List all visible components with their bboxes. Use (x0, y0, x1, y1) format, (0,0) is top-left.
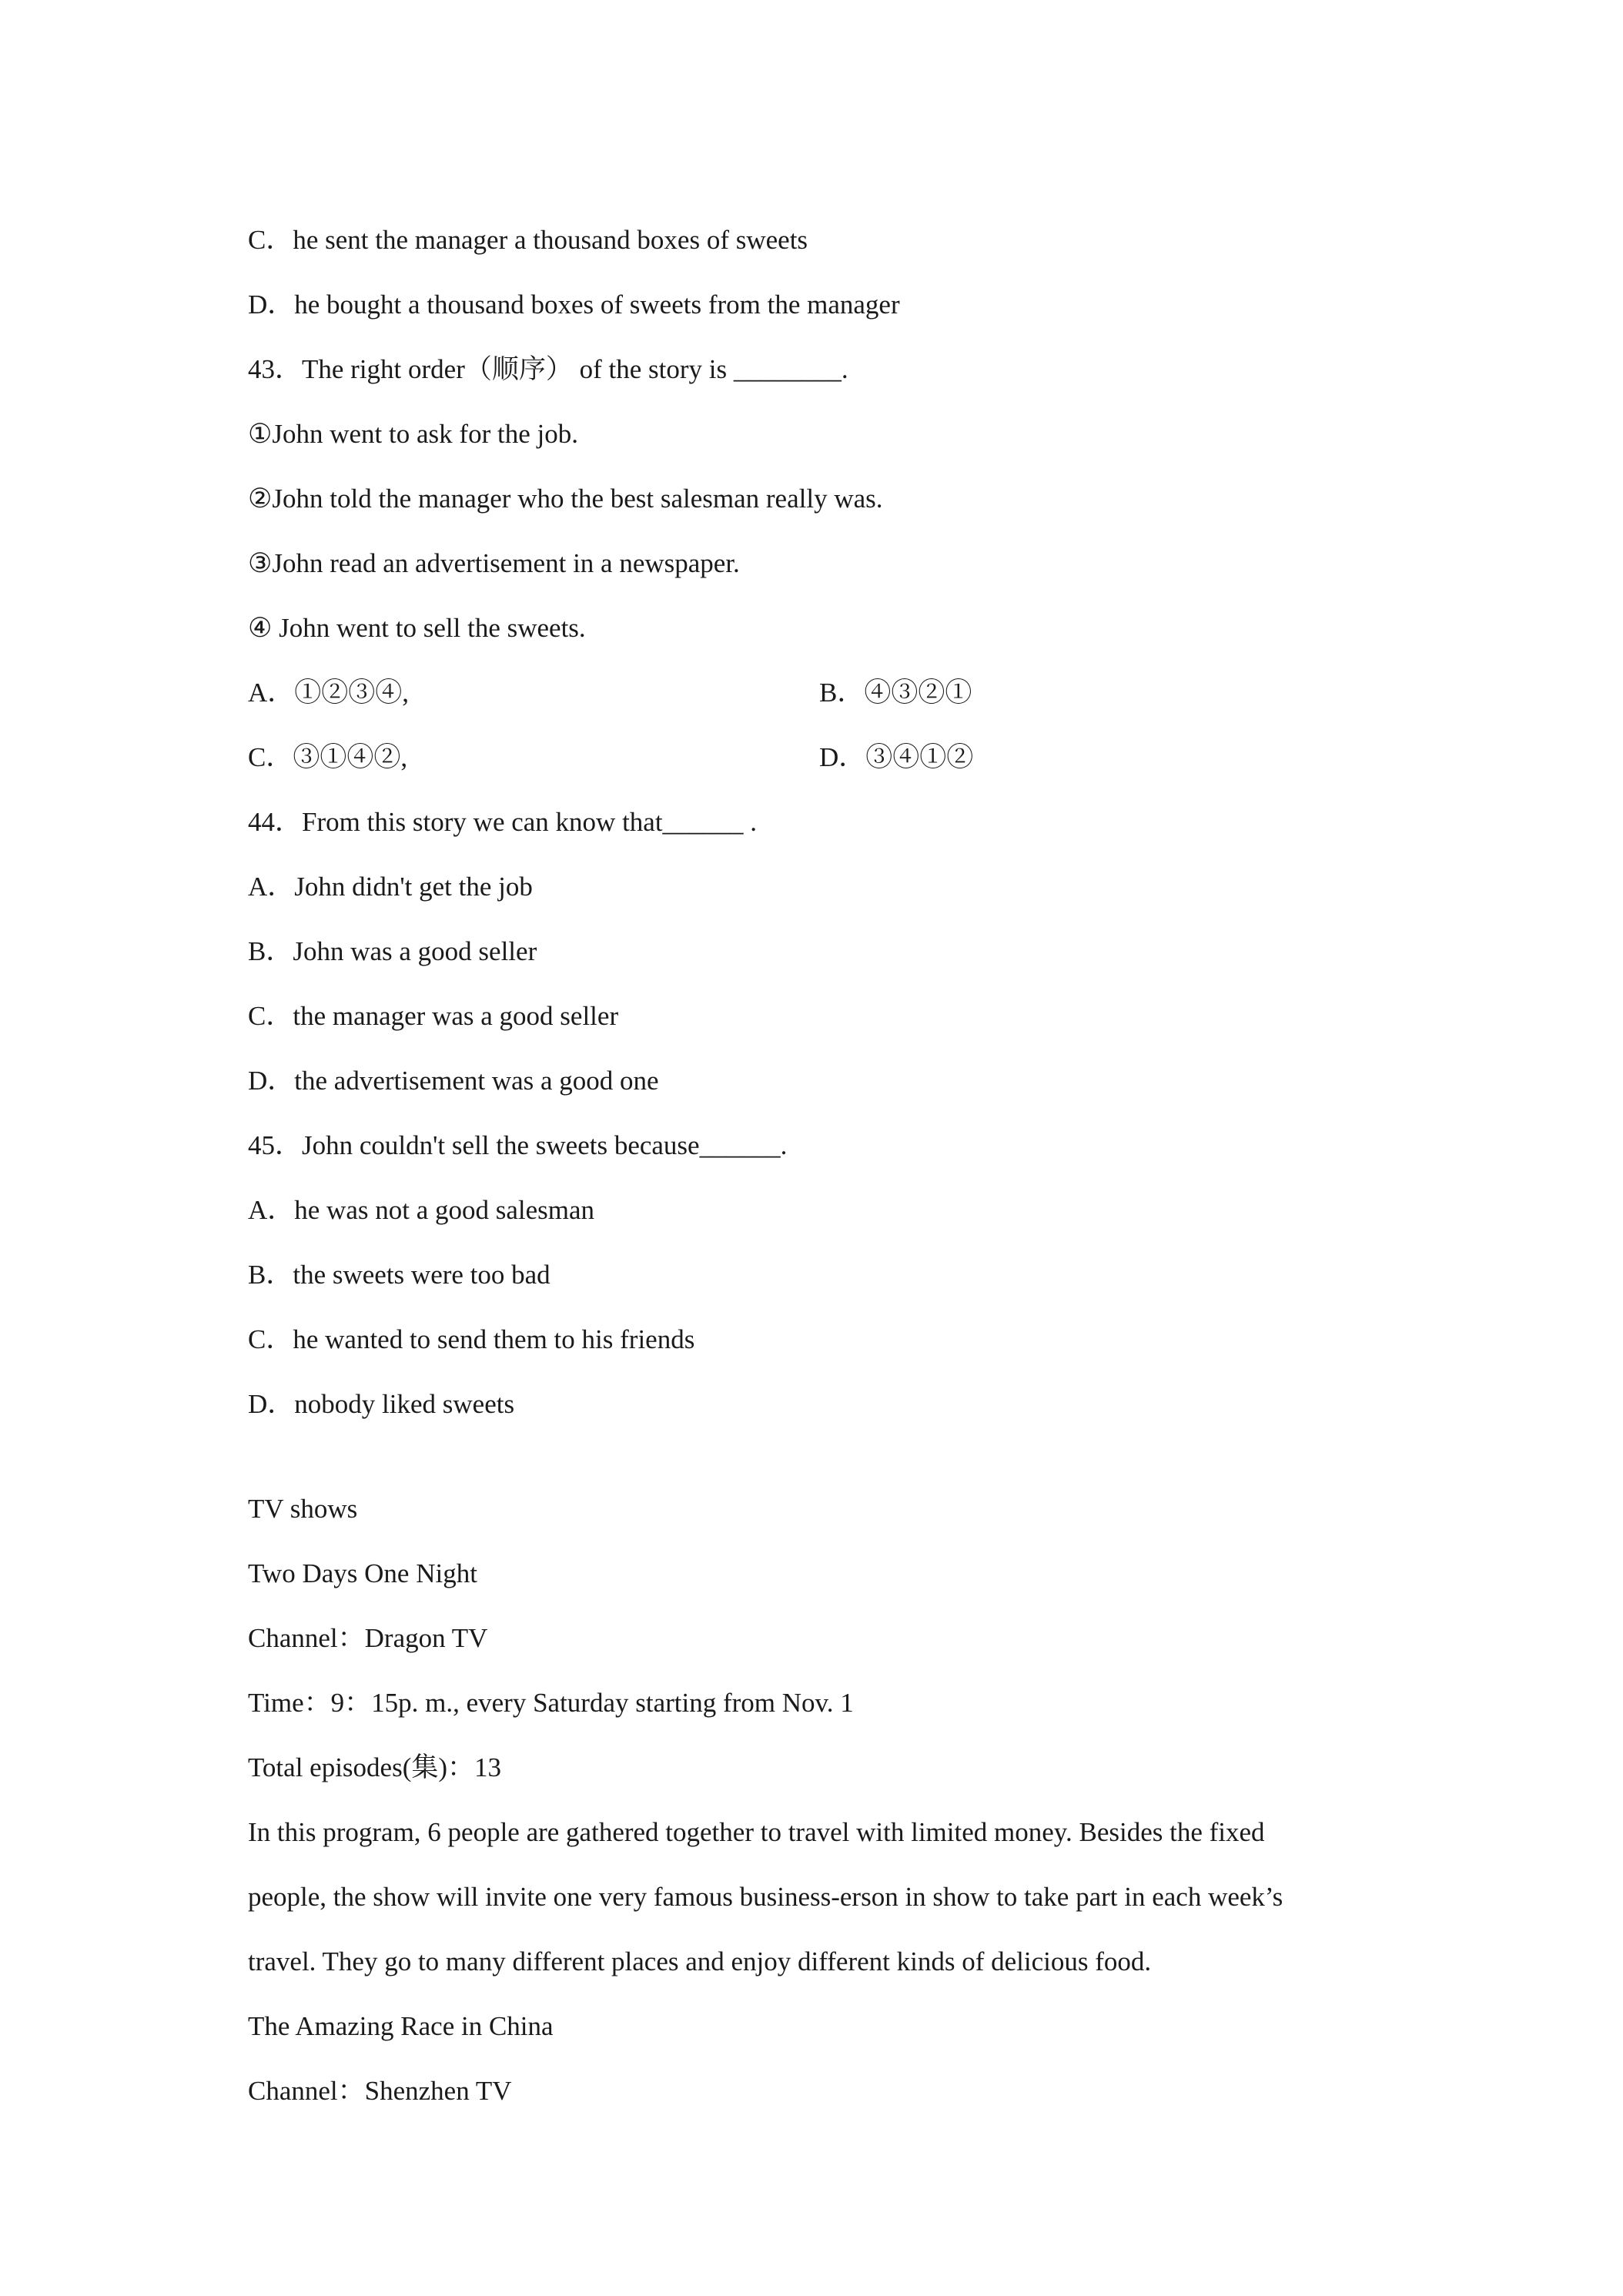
show1-channel: Channel：Dragon TV (248, 1623, 488, 1653)
q44-stem: 44．From this story we can know that______ . (248, 807, 758, 837)
section-spacer (248, 1437, 1403, 1477)
q43-event-4: ④ John went to sell the sweets. (248, 613, 586, 643)
q43-event-2: ②John told the manager who the best salesman really was. (248, 484, 883, 514)
show1-time: Time：9：15p. m., every Saturday starting from Nov. 1 (248, 1688, 854, 1718)
q42-option-d: D．he bought a thousand boxes of sweets from the manager (248, 290, 900, 320)
q43-event-3: ③John read an advertisement in a newspaper. (248, 548, 740, 578)
q42-option-c: C．he sent the manager a thousand boxes of sweets (248, 225, 808, 255)
q44-option-a: A．John didn't get the job (248, 872, 533, 902)
show1-description-line-3: travel. They go to many different places and enjoy different kinds of delicious food. (248, 1946, 1152, 1976)
q43-option-d: D．③④①② (819, 742, 974, 772)
show1-description-line-1: In this program, 6 people are gathered together to travel with limited money. Besides the fixed (248, 1817, 1265, 1847)
show2-channel: Channel：Shenzhen TV (248, 2076, 512, 2106)
q43-event-1: ①John went to ask for the job. (248, 419, 578, 449)
q45-option-a: A．he was not a good salesman (248, 1195, 595, 1225)
q44-option-d: D．the advertisement was a good one (248, 1066, 659, 1096)
q43-stem: 43．The right order（顺序） of the story is ________. (248, 354, 848, 384)
q43-option-c: C．③①④②, (248, 742, 408, 772)
document-page (248, 208, 1403, 2124)
q43-options-row-2 (248, 725, 1403, 790)
q44-option-b: B．John was a good seller (248, 936, 537, 966)
q45-stem: 45．John couldn't sell the sweets because______. (248, 1130, 788, 1160)
q45-option-d: D．nobody liked sweets (248, 1389, 515, 1419)
show1-episodes: Total episodes(集)：13 (248, 1752, 502, 1782)
q43-option-a: A．①②③④, (248, 678, 410, 708)
q43-option-b: B．④③②① (819, 678, 972, 708)
q45-option-b: B．the sweets were too bad (248, 1260, 550, 1290)
q45-option-c: C．he wanted to send them to his friends (248, 1324, 695, 1354)
show1-description-line-2: people, the show will invite one very famous business-erson in show to take part in each week’s (248, 1882, 1283, 1912)
tv-shows-heading: TV shows (248, 1494, 358, 1524)
q44-option-c: C．the manager was a good seller (248, 1001, 619, 1031)
q43-options-row-1 (248, 661, 1403, 725)
show2-title: The Amazing Race in China (248, 2011, 554, 2041)
show1-title: Two Days One Night (248, 1558, 477, 1588)
